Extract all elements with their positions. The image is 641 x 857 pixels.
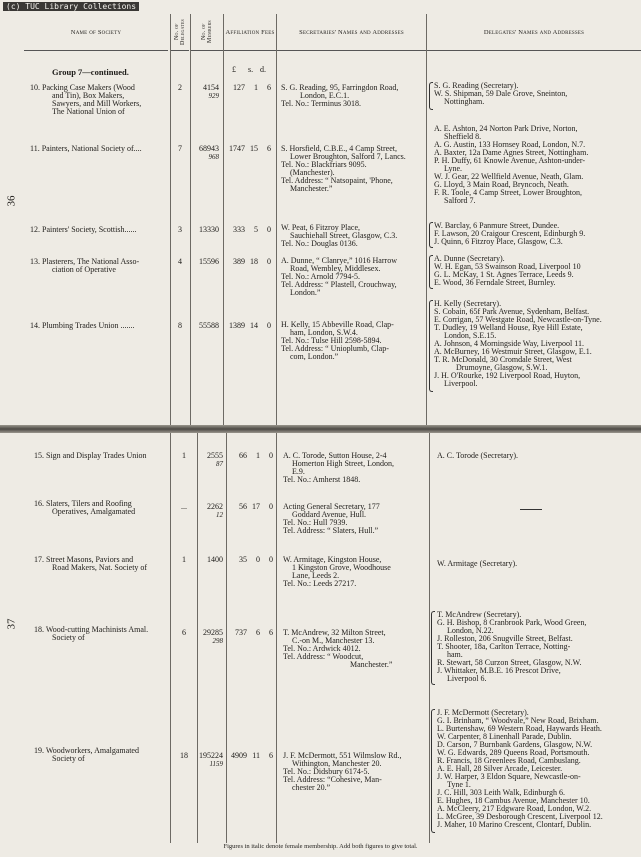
secretary-line: Tel. Address: “ Plastell, Crouchway, — [281, 280, 397, 289]
fee-pounds: 737 — [235, 628, 247, 637]
secretary-line: Sauchiehall Street, Glasgow, C.3. — [290, 231, 398, 240]
header-secretaries: Secretaries' Names and Addresses — [277, 14, 426, 51]
col-divider — [190, 14, 191, 425]
secretary-line: Tel. Address: “ Slaters, Hull.” — [283, 526, 379, 535]
member-count: 29285 — [203, 628, 223, 637]
delegate-line: G. H. Bishop, 8 Cranbrook Park, Wood Green, — [437, 618, 587, 627]
secretary-line: Tel. Address: “Cohesive, Man- — [283, 775, 382, 784]
female-count: 968 — [208, 153, 219, 161]
fee-pence: 6 — [267, 144, 271, 153]
secretary-line: W. Armitage, Kingston House, — [283, 555, 382, 564]
fee-shillings: 17 — [252, 502, 260, 511]
secretary-line: Manchester.” — [350, 660, 393, 669]
header-affiliation: Affiliation Fees — [224, 14, 276, 51]
fee-pence: 0 — [267, 257, 271, 266]
page-number-top: 36 — [5, 195, 18, 207]
delegate-line: S. G. Reading (Secretary). — [434, 81, 519, 90]
secretary-line: Tel. No.: Douglas 0136. — [281, 239, 358, 248]
member-count: 68943 — [199, 144, 219, 153]
delegate-line: L. Burtenshaw, 69 Western Road, Haywards Heath. — [437, 724, 602, 733]
secretary-line: J. F. McDermott, 551 Wilmslow Rd., — [283, 751, 402, 760]
header-delegates — [171, 14, 189, 51]
secretary-line: Tel. No.: Arnold 7794-5. — [281, 272, 360, 281]
secretary-line: Withington, Manchester 20. — [292, 759, 382, 768]
secretary-line: E.9. — [292, 467, 305, 476]
society-name: 17. Street Masons, Paviors and — [34, 555, 134, 564]
delegate-count: 7 — [178, 144, 182, 153]
delegate-line: L. McGree, 39 Desborough Crescent, Liverpool 12. — [437, 812, 603, 821]
fee-pence: 6 — [269, 751, 273, 760]
delegate-line: J. H. O'Rourke, 192 Liverpool Road, Huyton, — [434, 371, 581, 380]
fee-pounds: 333 — [233, 225, 245, 234]
delegate-line: A. Johnson, 4 Morningside Way, Liverpool 11. — [434, 339, 584, 348]
delegate-line: J. C. Hill, 303 Leith Walk, Edinburgh 6. — [437, 788, 565, 797]
member-count: 1400 — [207, 555, 223, 564]
col-divider — [426, 14, 427, 425]
secretary-line: Road, Wembley, Middlesex. — [290, 264, 381, 273]
female-count: 298 — [212, 637, 223, 645]
delegate-line: S. Cobain, 65f Park Avenue, Sydenham, Belfast. — [434, 307, 590, 316]
delegate-count: 1 — [182, 555, 186, 564]
currency-pound: £ — [232, 65, 236, 74]
society-name: The National Union of — [52, 107, 125, 116]
secretary-line: Lower Broughton, Salford 7, Lancs. — [290, 152, 406, 161]
col-divider — [170, 14, 171, 425]
delegate-line: T. R. McDonald, 30 Cromdale Street, West — [434, 355, 572, 364]
female-count: 1159 — [209, 760, 223, 768]
brace — [431, 709, 435, 833]
book-gutter — [0, 425, 641, 433]
top-page — [0, 0, 641, 425]
delegate-line: R. Stewart, 58 Curzon Street, Glasgow, N.W. — [437, 658, 582, 667]
delegate-line: J. Rolleston, 206 Snugville Street, Belfast. — [437, 634, 573, 643]
delegate-line: A. Baxter, 12a Dame Agnes Street, Nottingham. — [434, 148, 589, 157]
secretary-line: Tel. No.: Leeds 27217. — [283, 579, 357, 588]
delegate-line: T. Shooter, 18a, Carlton Terrace, Notting- — [437, 642, 571, 651]
secretary-line: Tel. Address: “ Natsopaint, 'Phone, — [281, 176, 393, 185]
fee-pounds: 1389 — [229, 321, 245, 330]
delegate-line: W. Carpenter, 8 Linenhall Parade, Dublin. — [437, 732, 572, 741]
delegate-line: A. McCleery, 217 Edgware Road, London, W.2. — [437, 804, 592, 813]
header-members — [191, 14, 223, 51]
secretary-line: ham, London, S.W.4. — [290, 328, 358, 337]
secretary-line: Manchester.” — [290, 184, 333, 193]
secretary-line: Tel. Address: “ Unioplumb, Clap- — [281, 344, 389, 353]
fee-shillings: 11 — [252, 751, 260, 760]
society-name: Sawyers, and Mill Workers, — [52, 99, 142, 108]
fee-shillings: 1 — [254, 83, 258, 92]
delegate-line: G. Lloyd, 3 Main Road, Bryncoch, Neath. — [434, 180, 569, 189]
society-name: Road Makers, Nat. Society of — [52, 563, 148, 572]
society-name: Society of — [52, 633, 85, 642]
delegate-line: J. Whittaker, M.B.E. 16 Prescot Drive, — [437, 666, 561, 675]
dash-placeholder — [520, 509, 542, 510]
secretary-line: Tel. No.: Blackfriars 9095. — [281, 160, 367, 169]
fee-pence: 0 — [269, 555, 273, 564]
delegate-count: 18 — [180, 751, 188, 760]
society-name: 15. Sign and Display Trades Union — [34, 451, 147, 460]
society-name: and Tin), Box Makers, — [52, 91, 125, 100]
society-name: ciation of Operative — [52, 265, 116, 274]
header-name: Name of Society — [24, 14, 168, 51]
header-members-label: No. of Members — [201, 20, 213, 44]
society-name: 10. Packing Case Makers (Wood — [30, 83, 135, 92]
society-name: 11. Painters, National Society of.... — [30, 144, 142, 153]
secretary-line: London.” — [290, 288, 321, 297]
fee-pence: 6 — [267, 83, 271, 92]
secretary-line: A. Dunne, “ Clanrye,” 1016 Harrow — [281, 256, 397, 265]
secretary-line: chester 20.” — [292, 783, 331, 792]
society-name: 12. Painters' Society, Scottish...... — [30, 225, 137, 234]
society-name: 18. Wood-cutting Machinists Amal. — [34, 625, 149, 634]
delegate-line: Nottingham. — [444, 97, 485, 106]
delegate-line: E. Corrigan, 57 Westgate Road, Newcastle-on-Tyne. — [434, 315, 602, 324]
secretary-line: A. C. Torode, Sutton House, 2-4 — [283, 451, 387, 460]
fee-pence: 6 — [269, 628, 273, 637]
secretary-line: Tel. Address: “ Woodcut, — [283, 652, 364, 661]
fee-pounds: 56 — [239, 502, 247, 511]
fee-shillings: 5 — [254, 225, 258, 234]
secretary-line: W. Peat, 6 Fitzroy Place, — [281, 223, 361, 232]
fee-shillings: 0 — [256, 555, 260, 564]
delegate-line: G. I. Brinham, “ Woodvale,” New Road, Brixham. — [437, 716, 599, 725]
delegate-line: D. Carson, 7 Burnbank Gardens, Glasgow, N.W. — [437, 740, 593, 749]
bottom-page — [0, 433, 641, 857]
delegate-line: Liverpool 6. — [447, 674, 487, 683]
col-divider — [226, 433, 227, 843]
secretary-line: 1 Kingston Grove, Woodhouse — [292, 563, 391, 572]
fee-shillings: 15 — [250, 144, 258, 153]
col-divider — [276, 433, 277, 843]
delegate-line: J. F. McDermott (Secretary). — [437, 708, 529, 717]
delegate-line: W. Armitage (Secretary). — [437, 559, 518, 568]
delegate-line: London, S.E.15. — [444, 331, 497, 340]
page-number-bottom: 37 — [5, 618, 18, 630]
member-count: 2262 — [207, 502, 223, 511]
secretary-line: S. G. Reading, 95, Farringdon Road, — [281, 83, 399, 92]
female-count: 929 — [208, 92, 219, 100]
secretary-line: (Manchester). — [290, 168, 335, 177]
delegate-line: W. G. Edwards, 289 Queens Road, Portsmouth. — [437, 748, 590, 757]
delegate-line: A. G. Austin, 133 Hornsey Road, London, N.7. — [434, 140, 586, 149]
member-count: 4154 — [203, 83, 219, 92]
society-name: 16. Slaters, Tilers and Roofing — [34, 499, 132, 508]
col-divider — [429, 433, 430, 843]
delegate-line: J. Quinn, 6 Fitzroy Place, Glasgow, C.3. — [434, 237, 563, 246]
fee-pence: 0 — [267, 321, 271, 330]
fee-pence: 0 — [267, 225, 271, 234]
member-count: 55588 — [199, 321, 219, 330]
secretary-line: Tel. No.: Terminus 3018. — [281, 99, 362, 108]
delegate-count: 4 — [178, 257, 182, 266]
society-name: 14. Plumbing Trades Union ....... — [30, 321, 135, 330]
fee-shillings: 18 — [250, 257, 258, 266]
delegate-count: ... — [181, 502, 187, 511]
delegate-line: E. Wood, 36 Ferndale Street, Burnley. — [434, 278, 556, 287]
brace — [429, 300, 433, 392]
secretary-line: T. McAndrew, 32 Milton Street, — [283, 628, 386, 637]
secretary-line: C.-on M., Manchester 13. — [292, 636, 375, 645]
delegate-count: 8 — [178, 321, 182, 330]
delegate-line: J. Maher, 10 Marino Crescent, Clontarf, Dublin. — [437, 820, 592, 829]
secretary-line: Lane, Leeds 2. — [292, 571, 340, 580]
member-count: 195224 — [199, 751, 223, 760]
fee-pence: 0 — [269, 502, 273, 511]
delegate-line: A. E. Ashton, 24 Norton Park Drive, Norton, — [434, 124, 578, 133]
delegate-count: 1 — [182, 451, 186, 460]
delegate-line: R. Francis, 18 Greenlees Road, Cambuslang. — [437, 756, 581, 765]
watermark: (c) TUC Library Collections — [3, 2, 139, 11]
fee-shillings: 14 — [250, 321, 258, 330]
delegate-line: A. McBurney, 16 Westmuir Street, Glasgow, E.1. — [434, 347, 592, 356]
delegate-line: Lyne. — [444, 164, 462, 173]
group-heading: Group 7—continued. — [52, 67, 129, 77]
secretary-line: Acting General Secretary, 177 — [283, 502, 380, 511]
member-count: 13330 — [199, 225, 219, 234]
footnote: Figures in italic denote female membership. Add both figures to give total. — [223, 843, 418, 850]
member-count: 2555 — [207, 451, 223, 460]
brace — [429, 222, 433, 248]
fee-pounds: 35 — [239, 555, 247, 564]
delegate-line: G. L. McKay, 1 St. Agnes Terrace, Leeds 9. — [434, 270, 574, 279]
delegate-line: A. E. Hall, 28 Silver Arcade, Leicester. — [437, 764, 563, 773]
fee-pounds: 66 — [239, 451, 247, 460]
secretary-line: Tel. No.: Ardwick 4012. — [283, 644, 361, 653]
delegate-line: Drumoyne, Glasgow, S.W.1. — [456, 363, 548, 372]
delegate-count: 3 — [178, 225, 182, 234]
society-name: Society of — [52, 754, 85, 763]
secretary-line: com, London.” — [290, 352, 339, 361]
secretary-line: Tel. No.: Hull 7939. — [283, 518, 348, 527]
female-count: 12 — [216, 511, 223, 519]
delegate-line: F. Lawson, 20 Craigour Crescent, Edinburgh 9. — [434, 229, 586, 238]
secretary-line: H. Kelly, 15 Abbeville Road, Clap- — [281, 320, 394, 329]
fee-pounds: 389 — [233, 257, 245, 266]
delegate-line: E. Hughes, 18 Cambus Avenue, Manchester 10. — [437, 796, 590, 805]
delegate-count: 2 — [178, 83, 182, 92]
delegate-line: J. W. Harper, 3 Eldon Square, Newcastle-on- — [437, 772, 581, 781]
fee-pounds: 127 — [233, 83, 245, 92]
fee-shillings: 6 — [256, 628, 260, 637]
secretary-line: Tel. No.: Tulse Hill 2598-5894. — [281, 336, 382, 345]
delegate-line: F. R. Toole, 4 Camp Street, Lower Broughton, — [434, 188, 582, 197]
secretary-line: Tel. No.: Amherst 1848. — [283, 475, 361, 484]
secretary-line: Goddard Avenue, Hull. — [292, 510, 367, 519]
delegate-line: Salford 7. — [444, 196, 476, 205]
col-divider — [276, 14, 277, 425]
secretary-line: London, E.C.1. — [300, 91, 350, 100]
delegate-line: W. Barclay, 6 Panmure Street, Dundee. — [434, 221, 560, 230]
header-delegates-label: No. of Delegates — [174, 19, 186, 45]
header-delegates-names: Delegates' Names and Addresses — [427, 14, 641, 51]
fee-shillings: 1 — [256, 451, 260, 460]
delegate-line: Sheffield 8. — [444, 132, 482, 141]
col-divider — [170, 433, 171, 843]
delegate-line: T. McAndrew (Secretary). — [437, 610, 522, 619]
fee-pence: 0 — [269, 451, 273, 460]
secretary-line: S. Horsfield, C.B.E., 4 Camp Street, — [281, 144, 397, 153]
society-name: 19. Woodworkers, Amalgamated — [34, 746, 139, 755]
delegate-line: ham. — [447, 650, 463, 659]
delegate-count: 6 — [182, 628, 186, 637]
delegate-line: Tyne 1. — [447, 780, 471, 789]
delegate-line: London, N.22. — [447, 626, 494, 635]
fee-pounds: 1747 — [229, 144, 245, 153]
delegate-line: A. Dunne (Secretary). — [434, 254, 505, 263]
col-divider — [223, 14, 224, 425]
member-count: 15596 — [199, 257, 219, 266]
fee-pounds: 4909 — [231, 751, 247, 760]
delegate-line: W. J. Gear, 22 Wellfield Avenue, Neath, Glam. — [434, 172, 584, 181]
society-name: 13. Plasterers, The National Asso- — [30, 257, 140, 266]
brace — [431, 611, 435, 685]
currency-shilling: s. — [248, 65, 254, 74]
delegate-line: P. H. Duffy, 61 Knowle Avenue, Ashton-under- — [434, 156, 586, 165]
society-name: Operatives, Amalgamated — [52, 507, 136, 516]
delegate-line: W. S. Shipman, 59 Dale Grove, Sneinton, — [434, 89, 568, 98]
brace — [429, 82, 433, 110]
secretary-line: Homerton High Street, London, — [292, 459, 394, 468]
delegate-line: W. H. Egan, 53 Swainson Road, Liverpool 10 — [434, 262, 581, 271]
female-count: 87 — [216, 460, 223, 468]
delegate-line: H. Kelly (Secretary). — [434, 299, 502, 308]
delegate-line: Liverpool. — [444, 379, 478, 388]
brace — [429, 255, 433, 289]
delegate-line: A. C. Torode (Secretary). — [437, 451, 519, 460]
delegate-line: T. Dudley, 19 Welland House, Rye Hill Estate, — [434, 323, 583, 332]
secretary-line: Tel. No.: Didsbury 6174-5. — [283, 767, 370, 776]
currency-pence: d. — [260, 65, 266, 74]
